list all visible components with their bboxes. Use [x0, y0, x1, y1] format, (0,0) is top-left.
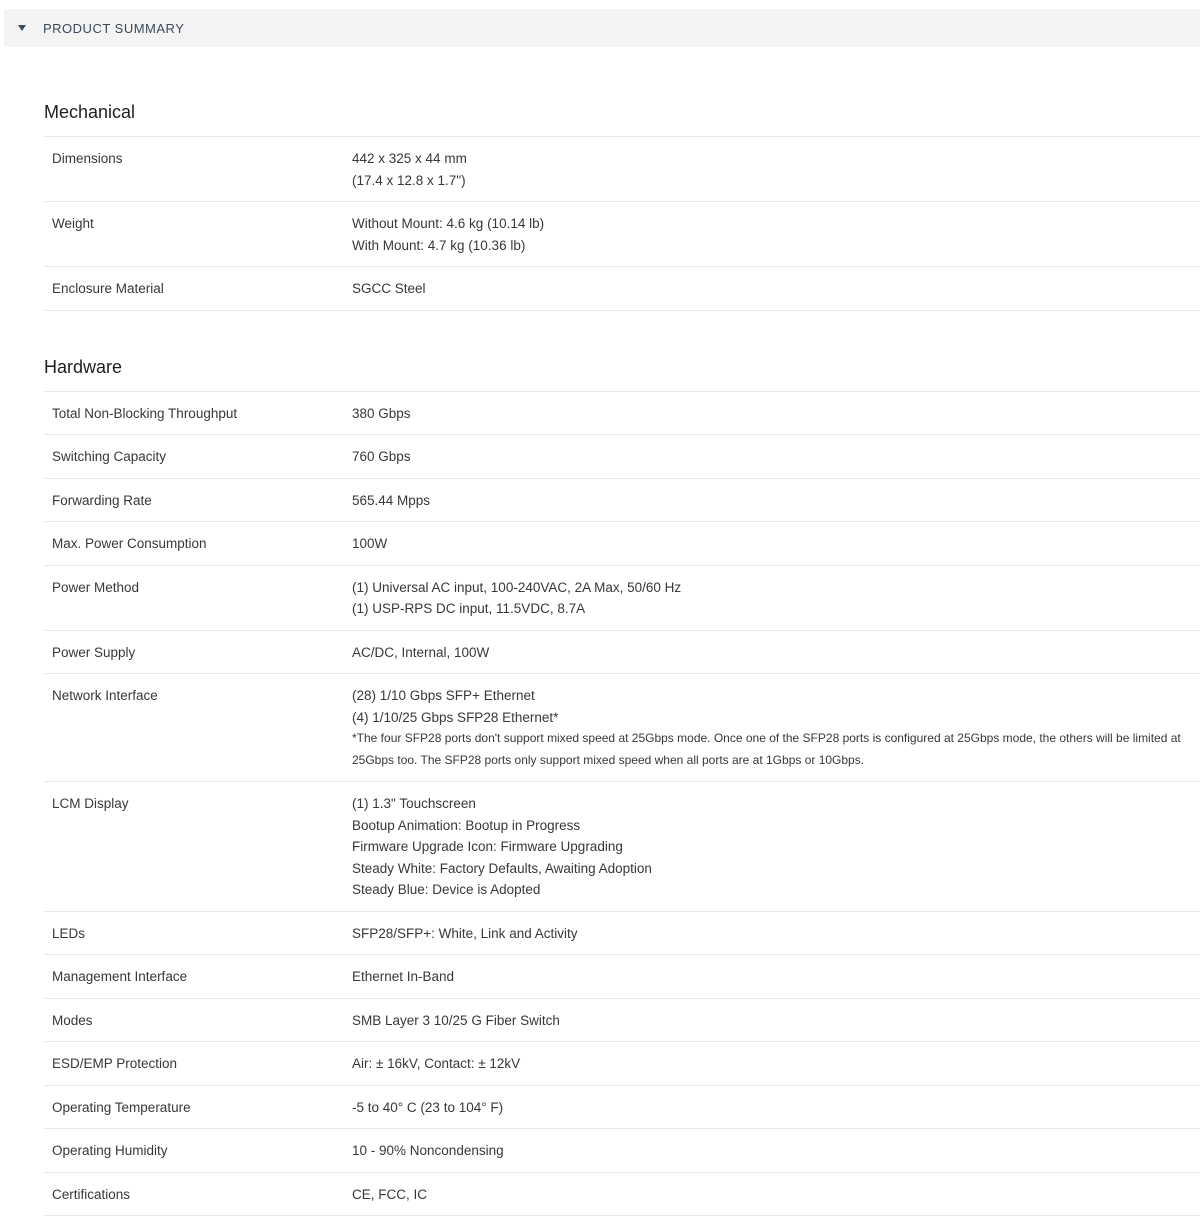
spec-row — [44, 782, 1200, 912]
spec-label: Max. Power Consumption — [44, 533, 352, 555]
section-title: Hardware — [44, 343, 1200, 391]
spec-row — [44, 1086, 1200, 1130]
spec-value-line: Without Mount: 4.6 kg (10.14 lb) — [352, 213, 1200, 235]
spec-value-line: (1) Universal AC input, 100-240VAC, 2A Max, 50/60 Hz — [352, 577, 1200, 599]
spec-label: LCM Display — [44, 793, 352, 901]
spec-value-line: (4) 1/10/25 Gbps SFP28 Ethernet* — [352, 707, 1200, 729]
spec-label: Forwarding Rate — [44, 490, 352, 512]
product-summary-toggle[interactable] — [4, 9, 1200, 47]
spec-label: Weight — [44, 213, 352, 256]
spec-row — [44, 267, 1200, 311]
spec-value — [352, 685, 1200, 771]
spec-value — [352, 213, 1200, 256]
product-summary-label: PRODUCT SUMMARY — [43, 21, 184, 36]
spec-value-line: AC/DC, Internal, 100W — [352, 642, 1200, 664]
spec-row — [44, 631, 1200, 675]
spec-section-hardware — [44, 343, 1200, 1216]
spec-value — [352, 490, 1200, 512]
spec-row — [44, 674, 1200, 782]
spec-value-line: (1) 1.3" Touchscreen — [352, 793, 1200, 815]
spec-value-line: Ethernet In-Band — [352, 966, 1200, 988]
spec-value-line: Steady Blue: Device is Adopted — [352, 879, 1200, 901]
spec-row — [44, 479, 1200, 523]
spec-row — [44, 1129, 1200, 1173]
spec-value-line: Firmware Upgrade Icon: Firmware Upgrading — [352, 836, 1200, 858]
spec-label: LEDs — [44, 923, 352, 945]
spec-value-line: Steady White: Factory Defaults, Awaiting Adoption — [352, 858, 1200, 880]
spec-section-mechanical — [44, 88, 1200, 311]
spec-label: Power Supply — [44, 642, 352, 664]
spec-value-line: SGCC Steel — [352, 278, 1200, 300]
spec-row — [44, 137, 1200, 202]
spec-value-line: 100W — [352, 533, 1200, 555]
spec-label: Enclosure Material — [44, 278, 352, 300]
spec-table — [44, 391, 1200, 1216]
spec-row — [44, 566, 1200, 631]
spec-label: Total Non-Blocking Throughput — [44, 403, 352, 425]
spec-value-line: Bootup Animation: Bootup in Progress — [352, 815, 1200, 837]
spec-value — [352, 533, 1200, 555]
spec-value — [352, 1097, 1200, 1119]
spec-label: Certifications — [44, 1184, 352, 1206]
spec-value-line: 442 x 325 x 44 mm — [352, 148, 1200, 170]
spec-value-line: -5 to 40° C (23 to 104° F) — [352, 1097, 1200, 1119]
spec-value — [352, 1184, 1200, 1206]
spec-row — [44, 1042, 1200, 1086]
spec-footnote: *The four SFP28 ports don't support mixed speed at 25Gbps mode. Once one of the SFP28 ports is configured at 25Gbps mode, the others will be limited at 25Gbps too. The SFP28 ports only support mixed speed when all ports are at 1Gbps or 10Gbps. — [352, 728, 1200, 771]
spec-value — [352, 577, 1200, 620]
spec-value — [352, 148, 1200, 191]
spec-row — [44, 1173, 1200, 1216]
spec-value-line: (17.4 x 12.8 x 1.7") — [352, 170, 1200, 192]
spec-label: Dimensions — [44, 148, 352, 191]
spec-row — [44, 955, 1200, 999]
spec-row — [44, 912, 1200, 956]
spec-value — [352, 642, 1200, 664]
spec-label: ESD/EMP Protection — [44, 1053, 352, 1075]
spec-value — [352, 1010, 1200, 1032]
spec-label: Power Method — [44, 577, 352, 620]
spec-row — [44, 435, 1200, 479]
spec-value-line: 760 Gbps — [352, 446, 1200, 468]
spec-value — [352, 1140, 1200, 1162]
spec-value — [352, 1053, 1200, 1075]
spec-value — [352, 793, 1200, 901]
spec-table — [44, 136, 1200, 311]
spec-value-line: 10 - 90% Noncondensing — [352, 1140, 1200, 1162]
spec-value-line: (1) USP-RPS DC input, 11.5VDC, 8.7A — [352, 598, 1200, 620]
spec-value — [352, 278, 1200, 300]
spec-row — [44, 999, 1200, 1043]
spec-value — [352, 446, 1200, 468]
spec-label: Modes — [44, 1010, 352, 1032]
section-title: Mechanical — [44, 88, 1200, 136]
spec-value-line: 565.44 Mpps — [352, 490, 1200, 512]
spec-label: Management Interface — [44, 966, 352, 988]
spec-value-line: CE, FCC, IC — [352, 1184, 1200, 1206]
caret-down-icon — [18, 25, 26, 31]
spec-value — [352, 923, 1200, 945]
spec-row — [44, 392, 1200, 436]
spec-content — [44, 88, 1200, 1216]
spec-row — [44, 522, 1200, 566]
spec-value-line: (28) 1/10 Gbps SFP+ Ethernet — [352, 685, 1200, 707]
spec-value — [352, 403, 1200, 425]
spec-value-line: SFP28/SFP+: White, Link and Activity — [352, 923, 1200, 945]
spec-label: Operating Humidity — [44, 1140, 352, 1162]
spec-row — [44, 202, 1200, 267]
spec-value-line: With Mount: 4.7 kg (10.36 lb) — [352, 235, 1200, 257]
spec-value-line: 380 Gbps — [352, 403, 1200, 425]
spec-label: Operating Temperature — [44, 1097, 352, 1119]
spec-value-line: SMB Layer 3 10/25 G Fiber Switch — [352, 1010, 1200, 1032]
spec-label: Switching Capacity — [44, 446, 352, 468]
spec-value — [352, 966, 1200, 988]
spec-value-line: Air: ± 16kV, Contact: ± 12kV — [352, 1053, 1200, 1075]
spec-label: Network Interface — [44, 685, 352, 771]
